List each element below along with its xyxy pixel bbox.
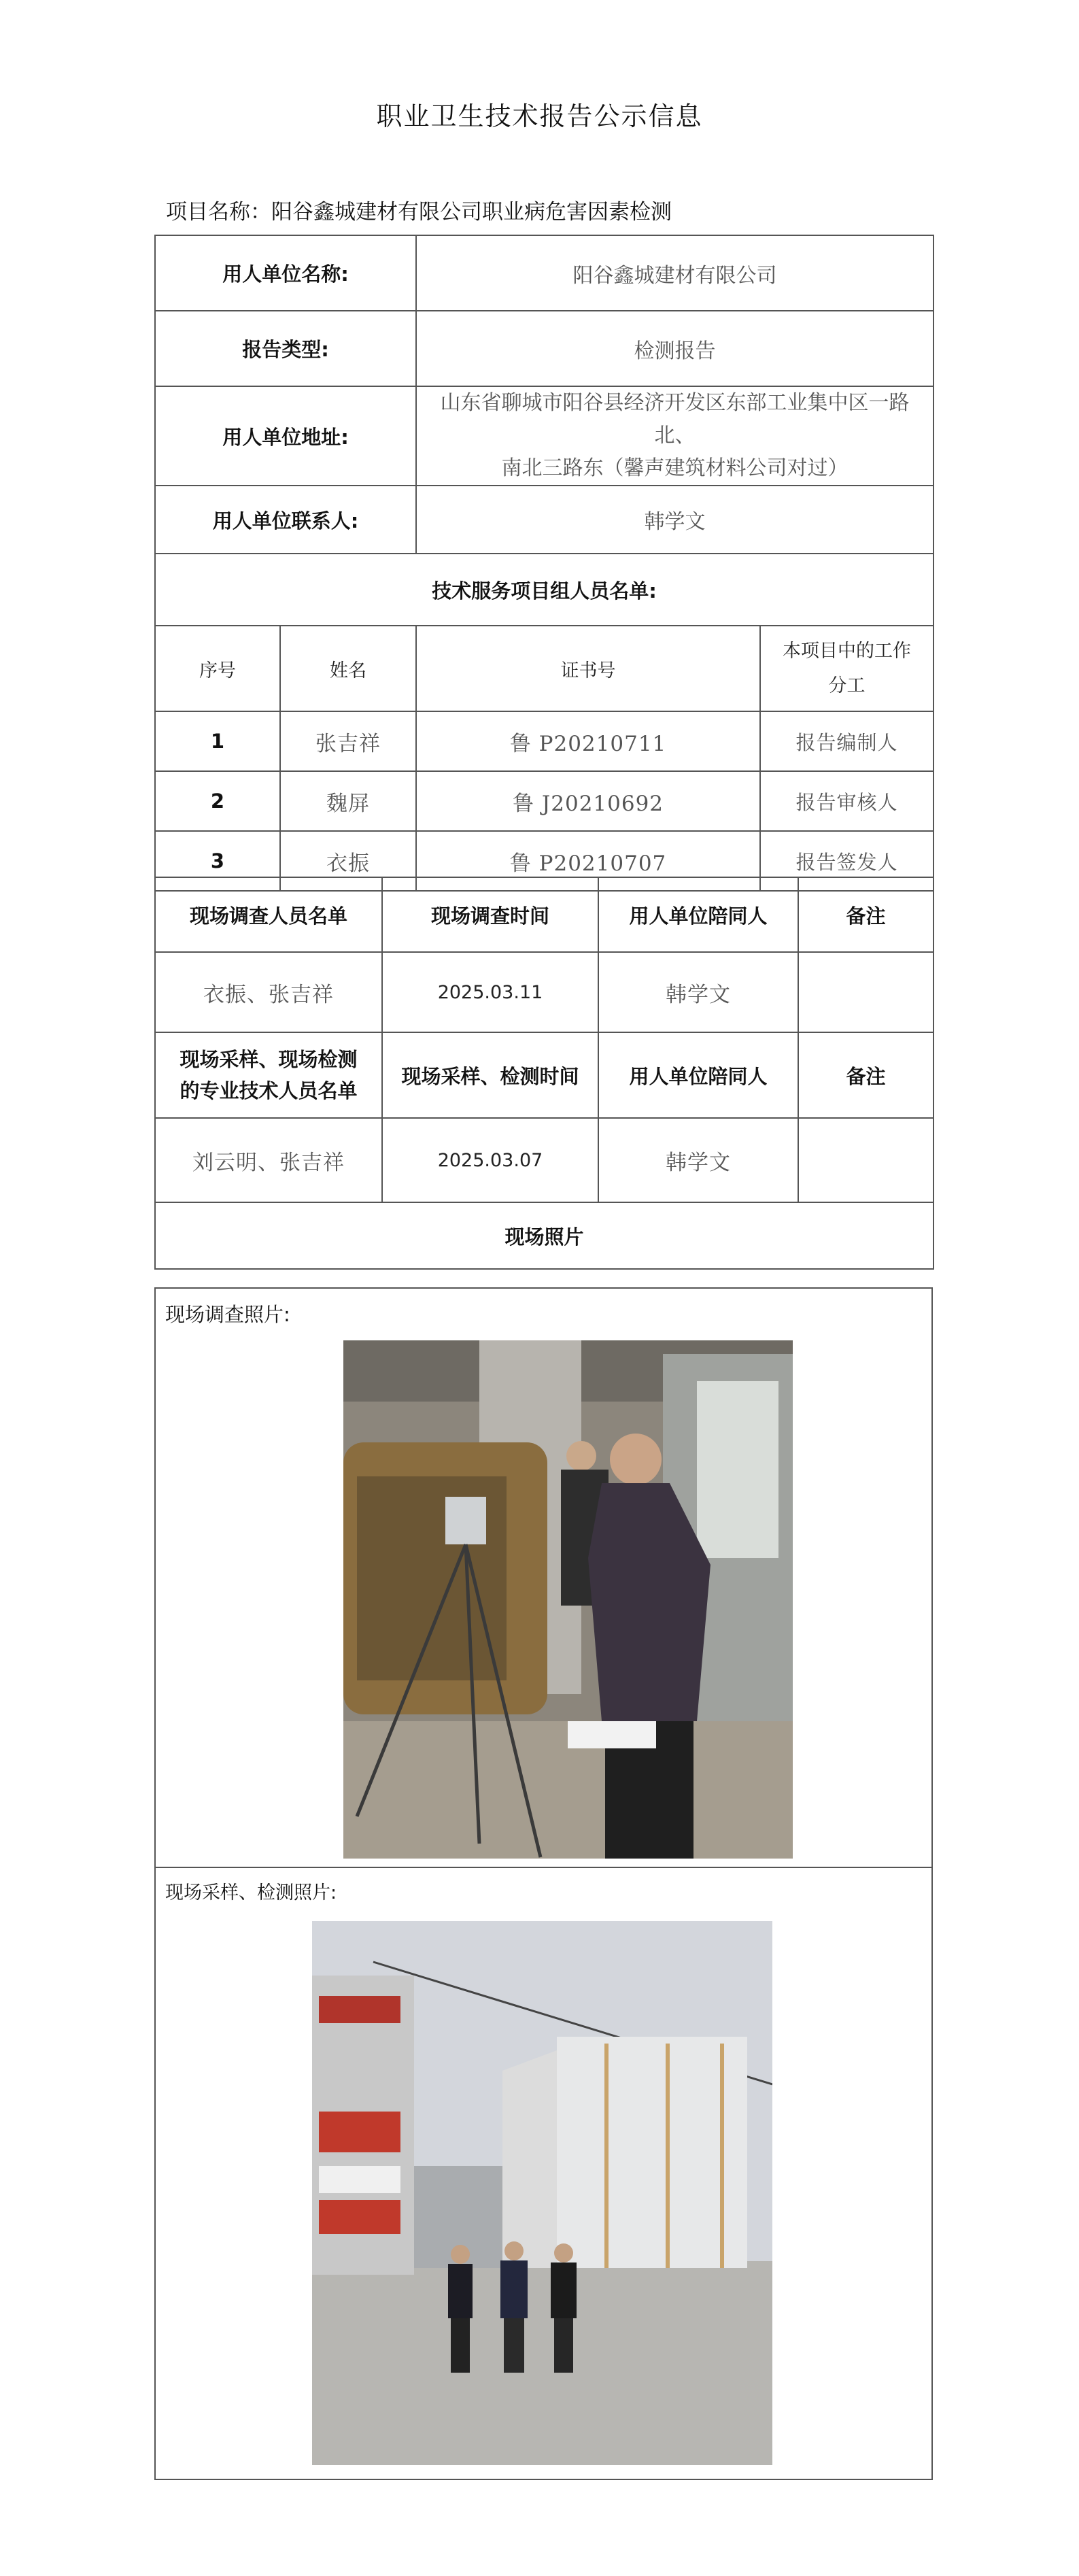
member-role: 报告签发人: [760, 831, 934, 891]
survey-escort-value: 韩学文: [598, 952, 798, 1032]
sampling-photo-label: 现场采样、检测照片:: [165, 1882, 337, 1903]
sampling-escort-header: 用人单位陪同人: [598, 1032, 798, 1118]
table-row: [155, 711, 934, 771]
row-number: 1: [155, 711, 280, 771]
survey-note-header: 备注: [798, 877, 934, 952]
photos-section: [154, 1287, 933, 2480]
address-line-1: 山东省聊城市阳谷县经济开发区东部工业集中区一路北、: [440, 391, 910, 447]
report-type-label: 报告类型:: [155, 311, 416, 386]
project-name: 项目名称：阳谷鑫城建材有限公司职业病危害因素检测: [166, 200, 672, 224]
info-table: [154, 235, 934, 892]
survey-escort-header: 用人单位陪同人: [598, 877, 798, 952]
sampling-escort-value: 韩学文: [598, 1118, 798, 1202]
col-header-cert: 证书号: [416, 626, 760, 711]
col-header-role-line-2: 分工: [828, 675, 866, 696]
employer-value: 阳谷鑫城建材有限公司: [416, 235, 934, 311]
survey-photo-label: 现场调查照片:: [165, 1303, 290, 1326]
photos-heading: 现场照片: [155, 1202, 934, 1269]
sampling-time-header: 现场采样、检测时间: [382, 1032, 598, 1118]
sampling-photo-image: [312, 1921, 772, 2465]
col-header-role: [760, 626, 934, 711]
page-title: 职业卫生技术报告公示信息: [376, 101, 703, 131]
sampling-time-value: 2025.03.07: [382, 1118, 598, 1202]
certificate-number: 鲁 P20210707: [416, 831, 760, 891]
survey-table: [154, 877, 934, 1270]
member-name: 张吉祥: [280, 711, 416, 771]
address-value: [416, 386, 934, 486]
member-role: 报告审核人: [760, 771, 934, 831]
row-number: 3: [155, 831, 280, 891]
survey-time-value: 2025.03.11: [382, 952, 598, 1032]
contact-label: 用人单位联系人:: [155, 486, 416, 554]
survey-staff-names: 衣振、张吉祥: [155, 952, 382, 1032]
member-name: 魏屏: [280, 771, 416, 831]
sampling-staff-header-line-2: 的专业技术人员名单: [179, 1079, 358, 1102]
sampling-note-header: 备注: [798, 1032, 934, 1118]
row-number: 2: [155, 771, 280, 831]
table-row: [155, 771, 934, 831]
sampling-staff-header: [155, 1032, 382, 1118]
address-label: 用人单位地址:: [155, 386, 416, 486]
contact-value: 韩学文: [416, 486, 934, 554]
survey-note-value: [798, 952, 934, 1032]
survey-photo-image: [343, 1340, 793, 1859]
sampling-staff-header-line-1: 现场采样、现场检测: [179, 1047, 358, 1071]
sampling-note-value: [798, 1118, 934, 1202]
member-name: 衣振: [280, 831, 416, 891]
team-heading: 技术服务项目组人员名单:: [155, 554, 934, 626]
sampling-staff-names: 刘云明、张吉祥: [155, 1118, 382, 1202]
survey-staff-header: 现场调查人员名单: [155, 877, 382, 952]
photo-divider: [156, 1867, 931, 1868]
address-line-2: 南北三路东（馨声建筑材料公司对过）: [501, 456, 849, 480]
sampling-photo: [312, 1921, 772, 2465]
survey-time-header: 现场调查时间: [382, 877, 598, 952]
employer-label: 用人单位名称:: [155, 235, 416, 311]
col-header-no: 序号: [155, 626, 280, 711]
col-header-role-line-1: 本项目中的工作: [783, 640, 912, 662]
member-role: 报告编制人: [760, 711, 934, 771]
report-type-value: 检测报告: [416, 311, 934, 386]
col-header-name: 姓名: [280, 626, 416, 711]
certificate-number: 鲁 J20210692: [416, 771, 760, 831]
survey-photo: [343, 1340, 793, 1859]
certificate-number: 鲁 P20210711: [416, 711, 760, 771]
